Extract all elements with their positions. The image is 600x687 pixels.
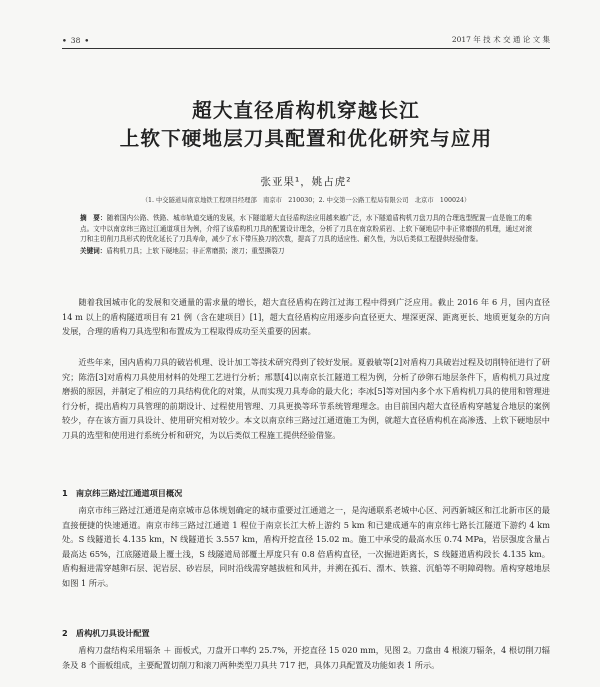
abstract-text: 随着国内公路、铁路、城市轨道交通的发展，水下隧道超大直径盾构法应用越来越广泛，水下隧道盾构机刀盘刀具的合理选型配置一直是施工的难点。文中以南京纬三路过江通道项目为例，介绍了该盾构机刀具的配置设计理念，分析了刀具在南京粉质岩、上软下硬地层中非正常磨损的机理，通过对滚刀和主切削刀具形式的优化延长了刀具寿命，减少了水下带压换刀的次数，提高了刀具的适应性、耐久性，为以后类似工程提供经验借鉴。 (80, 214, 532, 244)
intro-paragraph-2: 近些年来，国内盾构刀具的破岩机理、设计加工等技术研究得到了较好发展。夏毅敏等[2]对盾构刀具破岩过程及切削特征进行了研究；陈浩[3]对盾构刀具使用材料的处理工艺进行分析；邢慧[4]以南京长江隧道工程为例，分析了砂卵石地层条件下，盾构机刀具过度磨损的原因，并制定了相应的刀具结构优化的对策，从而实现刀具寿命的最大化；李冰[5]等对国内多个水下盾构机刀具的使用和管理进行分析，提出盾构刀具管理的前期设计、过程使用管理、刀具更换等环节系统管理理念。由目前国内超大直径盾构穿越复合地层的案例较少，存在该方面刀具设计、使用研究相对较少。本文以南京纬三路过江通道施工为例，就超大直径盾构机在高渗透、上软下硬地层中刀具的选型和使用进行系统分析和研究，为以后类似工程施工提供经验借鉴。 (62, 357, 550, 440)
header-rule (62, 48, 550, 49)
title-line-1: 超大直径盾构机穿越长江 (192, 99, 420, 122)
section-1-paragraph: 南京市纬三路过江通道是南京城市总体规划确定的城市重要过江通道之一，是沟通联系老城中心区、河西新城区和江北新市区的最直接便捷的快速通道。南京市纬三路过江通道 1 程位于南京长江大桥上游约 5 km 和已建成通车的南京纬七路长江隧道下游约 4 km 处。S 线隧道长 4.135 km，N 线隧道长 3.557 km，盾构开挖直径 15.02 m。施工中承受的最高水压 0.74 MPa，岩层强度含量占最高达 65%，江底隧道最上覆土浅，S 线隧道局部覆土厚度只有 0.8 倍盾构直径，一次掘进距离长，S 线隧道盾构段长 4.135 km。盾构掘进需穿越卵石层、泥岩层、砂岩层，同时沿线需穿越拔桩和风井，并溯在孤石、漂木、铁箍、沉船等不明障碍物。盾构穿越地层如图 1 所示。 (62, 505, 550, 588)
journal-name: 2017 年 技 术 交 通 论 文 集 (451, 35, 550, 44)
keywords-text: 盾构机刀具；上软下硬地层；非正常磨损；滚刀；重型撕裂刀 (106, 246, 285, 255)
affiliation: （1. 中交隧道局南京地铁工程项目经理部 南京市 210030；2. 中交第一公路工程局有限公司 北京市 100024） (141, 197, 471, 204)
title-line-2: 上软下硬地层刀具配置和优化研究与应用 (119, 127, 493, 150)
section-2-paragraph: 盾构刀盘结构采用辐条 ＋ 面板式，刀盘开口率约 25.7%，开挖直径 15 020 mm，见图 2。刀盘由 4 根滚刀辐条，4 根切削刀辐条及 8 个面板组成，主要配置切削刀和滚刀两种类型刀具共 717 把，具体刀具配置及功能如表 1 所示。 (62, 645, 550, 670)
paper-title (62, 97, 550, 153)
intro-paragraph-1: 随着我国城市化的发展和交通量的需求量的增长，超大直径盾构在跨江过海工程中得到广泛应用。截止 2016 年 6 月，国内直径 14 m 以上的盾构隧道项目有 21 例（含在建项目）[1]，超大直径盾构应用逐步向直径更大、埋深更深、距离更长、地质更复杂的方向发展，合理的盾构刀具选型和布置成为工程取得成功至关重要的因素。 (62, 297, 550, 337)
authors: 张亚果¹，姚占虎² (260, 176, 352, 188)
section-heading-2: 2 盾构机刀具设计配置 (62, 628, 150, 638)
section-heading-1: 1 南京纬三路过江通道项目概况 (62, 488, 183, 498)
running-head (62, 31, 550, 45)
page-number: • 38 • (62, 36, 90, 45)
abstract (80, 213, 532, 256)
keywords-label: 关键词： (80, 246, 107, 255)
abstract-label: 摘 要： (80, 214, 107, 222)
